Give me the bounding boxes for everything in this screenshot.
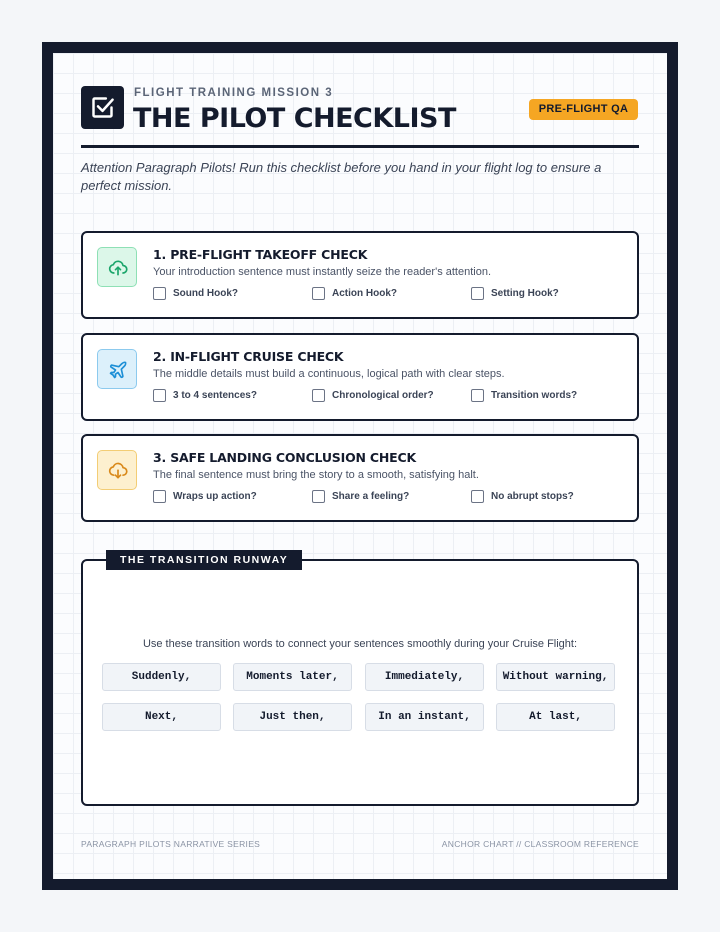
checkbox-no-abrupt-stops[interactable] <box>471 490 574 503</box>
cloud-upload-icon <box>97 247 137 287</box>
checkbox-label: Sound Hook? <box>173 288 238 299</box>
checkbox-label: Share a feeling? <box>332 491 410 502</box>
checkbox-square[interactable] <box>312 287 325 300</box>
checkbox-icon <box>81 86 124 129</box>
checkbox-label: 3 to 4 sentences? <box>173 390 257 401</box>
checkbox-share-feeling[interactable] <box>312 490 409 503</box>
check-title: 1. PRE-FLIGHT TAKEOFF CHECK <box>153 247 368 262</box>
checkbox-square[interactable] <box>153 287 166 300</box>
checkbox-wraps-up[interactable] <box>153 490 257 503</box>
checkbox-square[interactable] <box>471 490 484 503</box>
checkbox-square[interactable] <box>471 287 484 300</box>
checkbox-label: Setting Hook? <box>491 288 559 299</box>
footer-reference: ANCHOR CHART // CLASSROOM REFERENCE <box>441 839 639 849</box>
footer-series: PARAGRAPH PILOTS NARRATIVE SERIES <box>81 839 261 849</box>
checkbox-label: Action Hook? <box>332 288 397 299</box>
checkbox-square[interactable] <box>471 389 484 402</box>
runway-label: THE TRANSITION RUNWAY <box>106 550 302 570</box>
check-title: 3. SAFE LANDING CONCLUSION CHECK <box>153 450 416 465</box>
checkbox-transition-words[interactable] <box>471 389 577 402</box>
checkbox-label: No abrupt stops? <box>491 491 574 502</box>
checkbox-square[interactable] <box>312 389 325 402</box>
checkbox-sentence-count[interactable] <box>153 389 257 402</box>
page-title: THE PILOT CHECKLIST <box>133 103 456 134</box>
header-divider <box>81 145 639 148</box>
checklist-sheet <box>53 53 667 879</box>
checkbox-label: Transition words? <box>491 390 578 401</box>
check-description: The middle details must build a continuous, logical path with clear steps. <box>153 368 505 380</box>
intro-text: Attention Paragraph Pilots! Run this checklist before you hand in your flight log to ensure a perfect mission. <box>81 160 602 193</box>
checkbox-label: Wraps up action? <box>173 491 257 502</box>
checkbox-square[interactable] <box>312 490 325 503</box>
transition-word-chip: Without warning, <box>496 663 615 691</box>
transition-word-chip: Immediately, <box>365 663 484 691</box>
transition-word-chip: Next, <box>102 703 221 731</box>
transition-word-chip: Just then, <box>233 703 352 731</box>
checkbox-chronological[interactable] <box>312 389 434 402</box>
transition-word-chip: Moments later, <box>233 663 352 691</box>
checkbox-setting-hook[interactable] <box>471 287 559 300</box>
checkbox-action-hook[interactable] <box>312 287 397 300</box>
status-badge: PRE-FLIGHT QA <box>529 99 638 120</box>
check-description: The final sentence must bring the story to a smooth, satisfying halt. <box>153 469 479 481</box>
check-card-cruise <box>81 333 639 421</box>
mission-kicker: FLIGHT TRAINING MISSION 3 <box>134 87 334 99</box>
check-title: 2. IN-FLIGHT CRUISE CHECK <box>153 349 344 364</box>
checkbox-square[interactable] <box>153 490 166 503</box>
runway-hint: Use these transition words to connect your sentences smoothly during your Cruise Flight: <box>142 638 578 650</box>
cloud-download-icon <box>97 450 137 490</box>
transition-word-chip: In an instant, <box>365 703 484 731</box>
checkbox-label: Chronological order? <box>332 390 434 401</box>
check-description: Your introduction sentence must instantly seize the reader's attention. <box>153 266 492 278</box>
check-card-takeoff <box>81 231 639 319</box>
airplane-icon <box>97 349 137 389</box>
transition-word-chip: Suddenly, <box>102 663 221 691</box>
check-card-landing <box>81 434 639 522</box>
page-frame <box>42 42 678 890</box>
checkbox-square[interactable] <box>153 389 166 402</box>
checkbox-sound-hook[interactable] <box>153 287 238 300</box>
transition-word-chip: At last, <box>496 703 615 731</box>
transition-runway-panel <box>81 559 639 806</box>
